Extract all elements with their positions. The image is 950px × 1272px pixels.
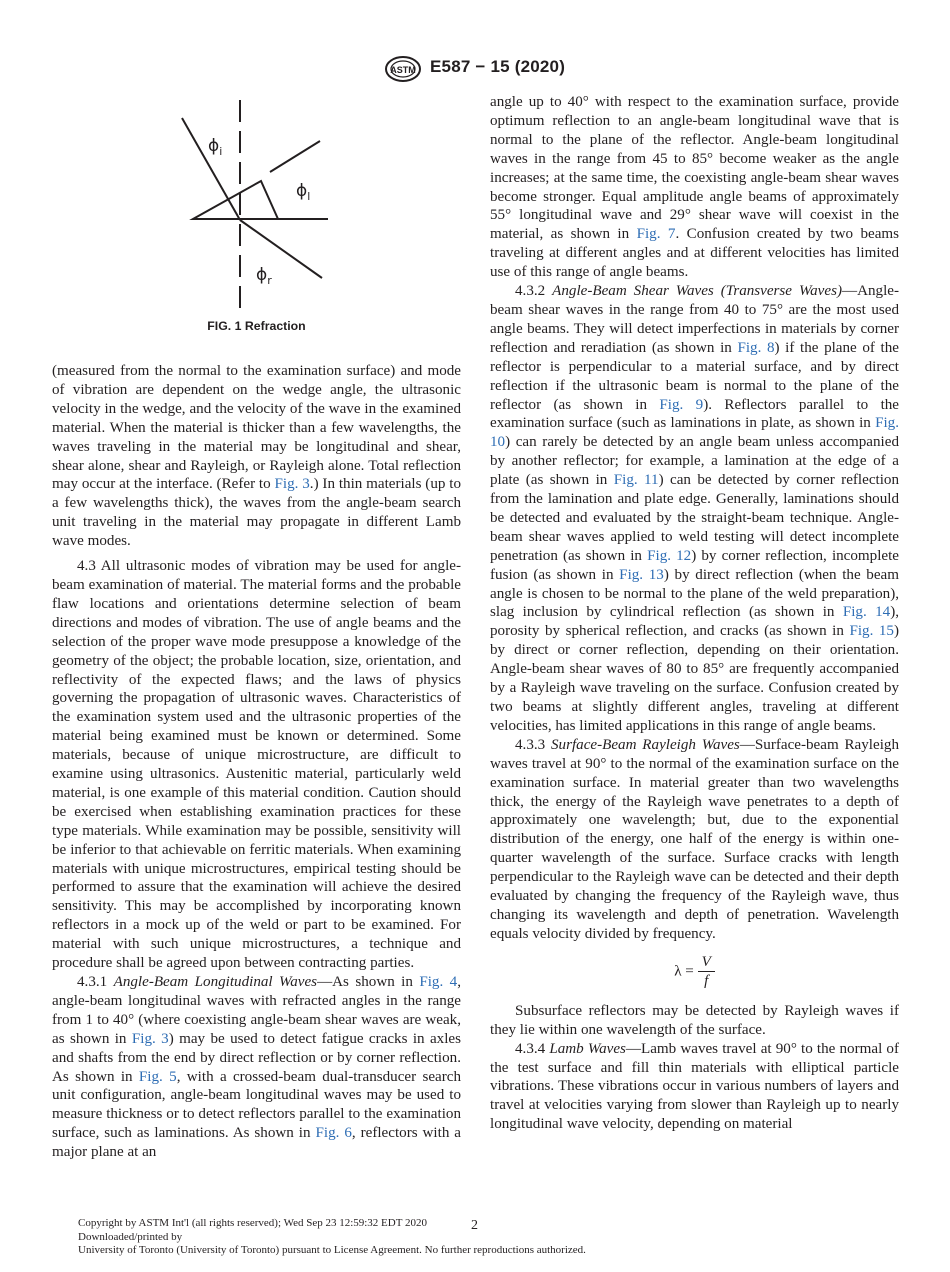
astm-logo-icon <box>384 56 422 82</box>
section-4-3-4-paragraph: 4.3.4 Lamb Waves—Lamb waves travel at 90° to the normal of the test surface and fill thin materials with elliptical particle vibrations. These vibrations occur in various numbers of layers and travel at velocities varying from slower than Rayleigh up to nearly longitudinal wave velocity, depending on material <box>490 1040 899 1133</box>
fig-5-link[interactable]: Fig. 5 <box>138 1068 177 1085</box>
phi-i-label: $\phi_i$ <box>208 136 223 158</box>
wavelength-formula <box>490 954 899 994</box>
section-4-3-1-paragraph: 4.3.1 Angle-Beam Longitudinal Waves—As shown in Fig. 4, angle-beam longitudinal waves with refracted angles in the range from 1 to 40° (where coexisting angle-beam shear waves are weak, as shown in Fig. 3) may be used to detect fatigue cracks in axles and shafts from the end by direct reflection or by corner reflection. As shown in Fig. 5, with a crossed-beam dual-transducer search unit configuration, angle-beam longitudinal waves may be used to measure thickness or to detect reflectors parallel to the examination surface, such as laminations. As shown in Fig. 6, reflectors with a major plane at an <box>52 974 462 1161</box>
footer-line-2: Downloaded/printed by <box>78 1230 183 1243</box>
section-4-3-3-paragraph: 4.3.3 Surface-Beam Rayleigh Waves—Surface-beam Rayleigh waves travel at 90° to the normal of the examination surface on the examination surface. In material greater than two wavelengths thick, the energy of the Rayleigh wave penetrates to a depth of approximately one wavelength; but, due to the exponential distribution of the energy, one half of the energy is within one-quarter wavelength of the surface. Surface cracks with length perpendicular to the Rayleigh wave can be detected and their depth evaluated by changing the frequency of the Rayleigh wave, thus changing its wavelength and depth of penetration. Wavelength equals velocity divided by frequency. <box>490 736 899 942</box>
left-column <box>52 362 461 1162</box>
refracted-ray <box>240 220 322 278</box>
formula-fraction <box>698 954 715 990</box>
section-4-3-4-title: Lamb Waves <box>549 1040 626 1057</box>
fig-7-link[interactable]: Fig. 7 <box>636 226 676 243</box>
refraction-figure <box>160 96 360 316</box>
right-column <box>490 93 899 1134</box>
logo-text: ASTM <box>390 65 416 75</box>
formula-numerator: V <box>698 954 715 972</box>
section-4-3-paragraph: 4.3 All ultrasonic modes of vibration may be used for angle-beam examination of material. The material forms and the probable flaw locations and orientations determine selection of beam directions and modes of vibration. The use of angle beams and the selection of the proper wave mode presuppose a knowledge of the geometry of the object; the probable location, size, orientation, and reflectivity of the expected flaws; and the laws of physics governing the propagation of ultrasonic waves. Characteristics of the examination system used and the ultrasonic properties of the material being examined must be known or determined. Some materials, because of unique microstructure, are difficult to examine using ultrasonics. Austenitic material, particularly weld material, is one example of this material condition. Caution should be exercised when establishing examination practices for these type materials. While examination may be possible, sensitivity will be inferior to that achievable on ferritic materials. When examining materials with unique microstructures, empirical testing should be performed to assure that the examination will achieve the desired sensitivity. This may be accomplished by incorporating known reflectors in a mock up of the weld or part to be examined. For material with such unique microstructures, a technique and procedure shall be agreed upon between contracting parties. <box>52 558 461 972</box>
copyright-footer <box>78 1217 678 1258</box>
footer-line-1: Copyright by ASTM Int'l (all rights reserved); Wed Sep 23 12:59:32 EDT 2020 <box>78 1217 427 1229</box>
formula-lhs: λ = <box>674 963 698 980</box>
fig-8-link[interactable]: Fig. 8 <box>737 339 775 356</box>
fig-9-link[interactable]: Fig. 9 <box>659 396 704 413</box>
left-paragraph-1: (measured from the normal to the examination surface) and mode of vibration are dependent on the wedge angle, the ultrasonic velocity in the wedge, and the velocity of the wave in the examined material. When the material is thicker than a few wavelengths, the waves traveling in the material may be longitudinal and shear, shear alone, shear and Rayleigh, or Rayleigh alone. Total reflection may occur at the interface. (Refer to Fig. 3.) In thin materials (up to a few wavelengths thick), the waves from the angle-beam search unit traveling in the material may propagate in different Lamb wave modes. <box>52 363 461 550</box>
section-4-3-2-paragraph: 4.3.2 Angle-Beam Shear Waves (Transverse Waves)—Angle-beam shear waves in the range from 40 to 75° are the most used angle beams. They will detect imperfections in materials by corner reflection and reradiation (as shown in Fig. 8) if the plane of the reflector is perpendicular to a material surface, and by direct reflection if the ultrasonic beam is normal to the plane of the reflector (as shown in Fig. 9). Reflectors parallel to the examination surface (such as laminations in plate, as shown in Fig. 10) can rarely be detected by an angle beam unless accompanied by another reflector; for example, a lamination at the edge of a plate (as shown in Fig. 11) can be detected by corner reflection from the lamination and plate edge. Generally, laminations should be detected and evaluated by the straight-beam technique. Angle-beam shear waves applied to weld testing will detect incomplete penetration (as shown in Fig. 12) by corner reflection, incomplete fusion (as shown in Fig. 13) by direct reflection (when the beam angle is chosen to be normal to the plane of the weld preparation), slag inclusion by cylindrical reflection (as shown in Fig. 14), porosity by spherical reflection, and cracks (as shown in Fig. 15) by direct or corner reflection, depending on their orientation. Angle-beam shear waves of 80 to 85° are frequently accompanied by a Rayleigh wave traveling on the surface. Confusion created by two beams at slightly different angles, traveling at different velocities, has limited applications in this range of angle beams. <box>490 283 900 734</box>
fig-6-link[interactable]: Fig. 6 <box>315 1125 352 1142</box>
fig-11-link[interactable]: Fig. 11 <box>613 472 659 489</box>
subsurface-paragraph: Subsurface reflectors may be detected by Rayleigh waves if they lie within one wavelength of the surface. <box>490 1002 899 1038</box>
fig-14-link[interactable]: Fig. 14 <box>842 604 891 621</box>
phi-l-label: $\phi_l$ <box>296 181 311 203</box>
fig-4-link[interactable]: Fig. 4 <box>419 974 458 990</box>
page-header <box>0 56 950 82</box>
fig-3-link[interactable]: Fig. 3 <box>274 476 310 493</box>
wedge-top-line <box>270 141 320 172</box>
section-4-3-1-title: Angle-Beam Longitudinal Waves <box>113 974 318 990</box>
incident-ray <box>182 118 240 220</box>
section-4-3-2-title: Angle-Beam Shear Waves (Transverse Waves) <box>552 283 842 300</box>
fig-15-link[interactable]: Fig. 15 <box>849 623 894 640</box>
right-paragraph-1: angle up to 40° with respect to the examination surface, provide optimum reflection to an angle-beam longitudinal wave that is normal to the plane of the reflector. Angle-beam longitudinal waves in the range from 45 to 85° become weaker as the angle increases; at the same time, the coexisting angle-beam shear waves become stronger. Equal amplitude angle beams of approximately 55° longitudinal wave and 29° shear wave will coexist in the material, as shown in Fig. 7. Confusion created by two beams traveling at different angles and at different velocities has limited use of this range of angle beams. <box>490 94 900 281</box>
phi-r-label: $\phi_r$ <box>256 265 272 287</box>
formula-denominator: f <box>704 972 709 989</box>
footer-line-3: University of Toronto (University of Toronto) pursuant to License Agreement. No further reproductions authorized. <box>78 1244 586 1256</box>
figure-caption: FIG. 1 Refraction <box>207 319 306 333</box>
fig-10-link[interactable]: Fig. 10 <box>490 415 899 451</box>
fig-12-link[interactable]: Fig. 12 <box>647 547 692 564</box>
fig-3-link[interactable]: Fig. 3 <box>131 1030 169 1047</box>
document-title: E587 − 15 (2020) <box>430 57 566 76</box>
fig-13-link[interactable]: Fig. 13 <box>619 566 664 583</box>
section-4-3-3-title: Surface-Beam Rayleigh Waves <box>551 736 740 753</box>
page-number: 2 <box>471 1218 478 1233</box>
